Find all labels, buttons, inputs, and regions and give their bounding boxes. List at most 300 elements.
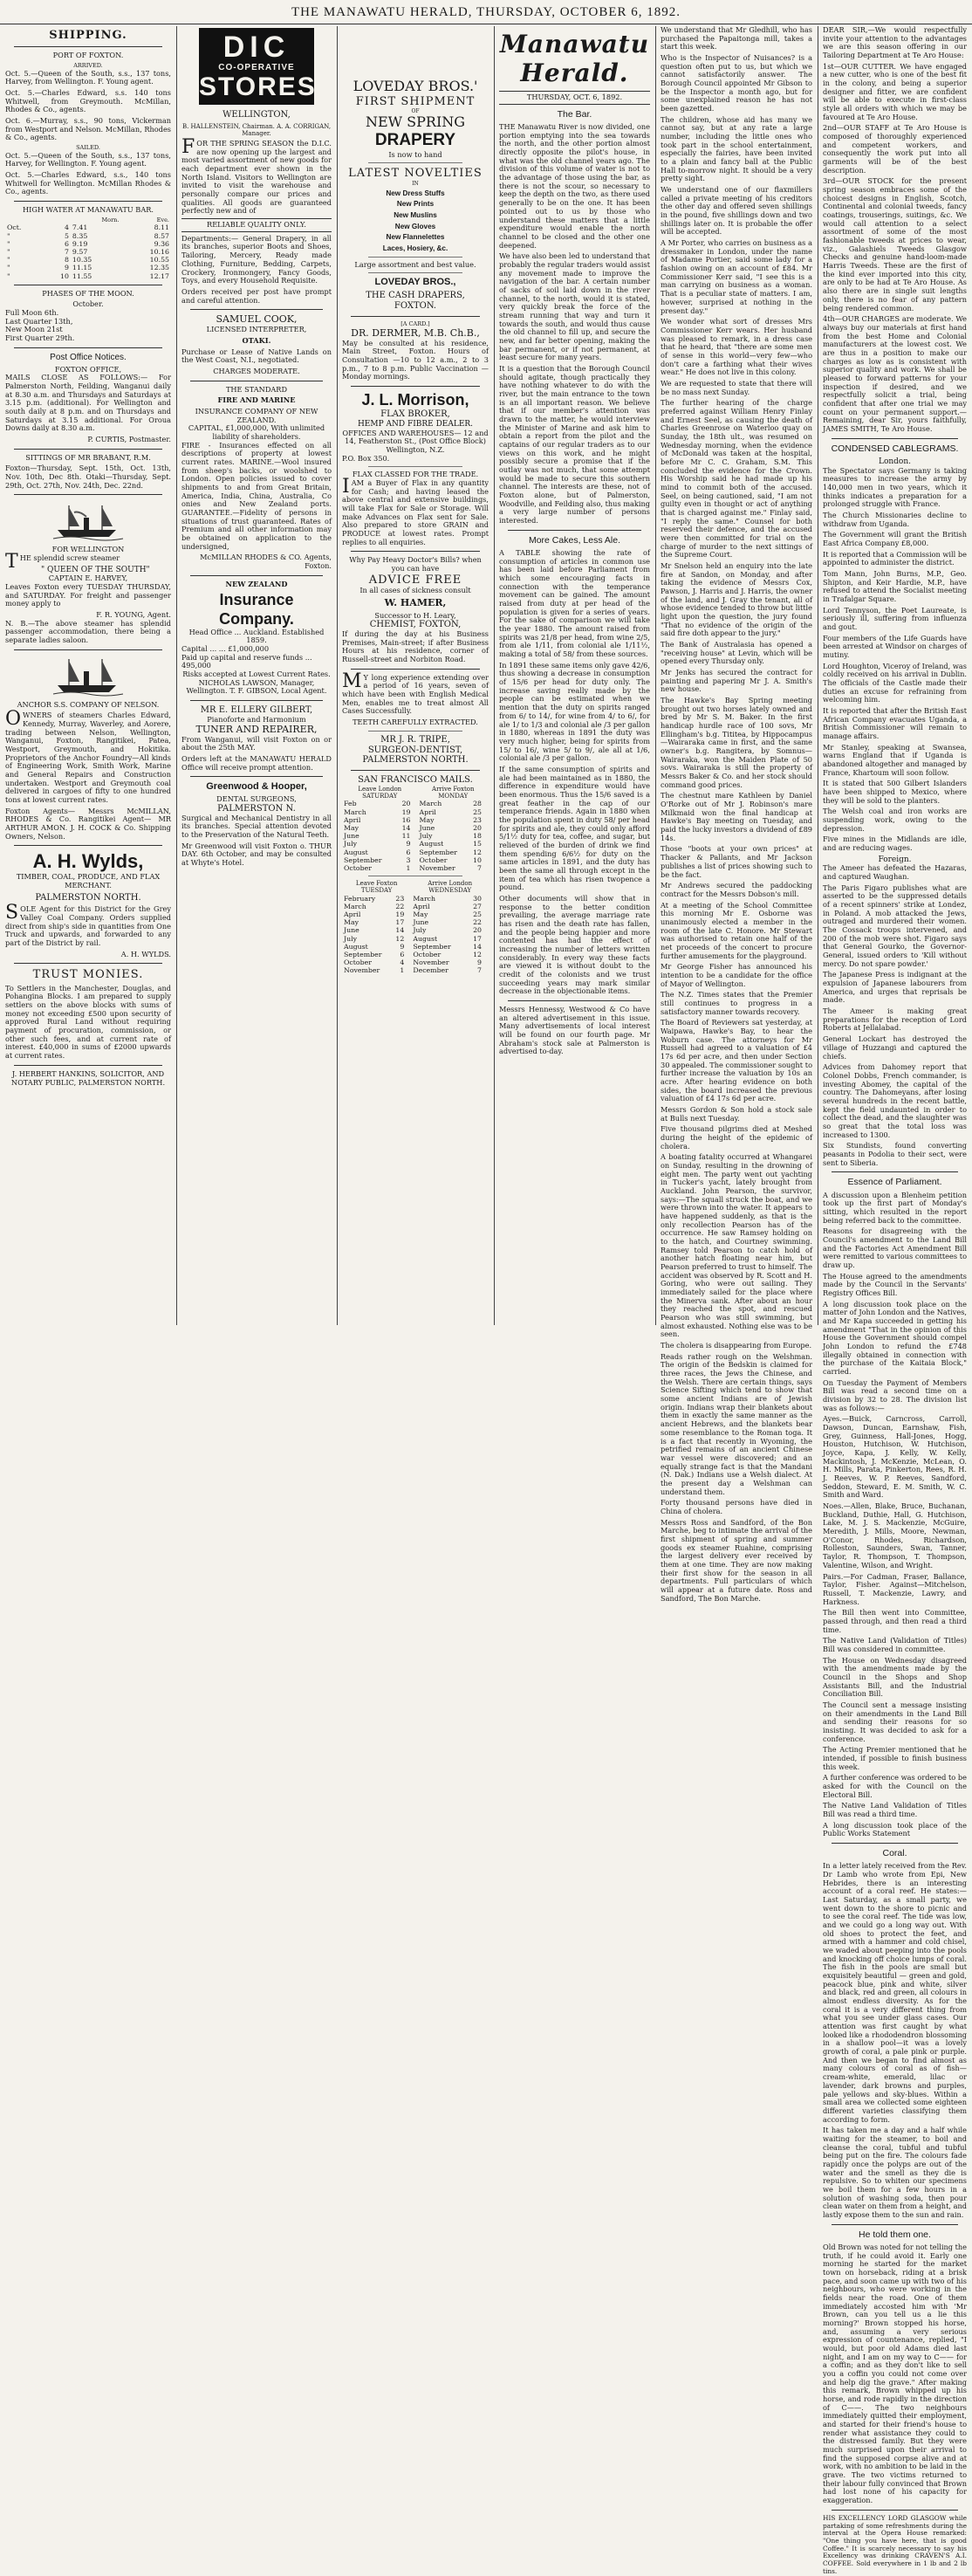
mails-cell: 11 bbox=[401, 832, 411, 841]
tide-cell: " bbox=[7, 247, 10, 256]
mails-cell: May bbox=[344, 824, 359, 833]
divider bbox=[14, 201, 162, 202]
divider bbox=[832, 438, 958, 439]
news-paragraph: Reads rather rough on the Welshman. The origin of the Bedskin is claimed for three races, the Jews the Chinese, and the Welsh. There are certain things, says Science Sifting which tend to show that some ancient Indians are of Jewish origin. Indians wrap their blankets about them in exactly the same manner as the ancient Hebrews, and the blankets bear some resemblance to the Roman toga. It is a fact that recently in Wyoming, the petrified remains of an ancient Chinese war vessel were discovered; and an equally strange fact is that the Mandani (N. Dak.) Indians use a Welsh dialect. At the present day a Welshman can understand them. bbox=[661, 1351, 812, 1496]
loveday-items bbox=[342, 189, 489, 253]
novelty-item: New Dress Stuffs bbox=[386, 189, 445, 197]
table-row bbox=[342, 903, 489, 910]
mails-table-outbound bbox=[342, 880, 489, 974]
mails-cell: 16 bbox=[401, 815, 411, 824]
cakes-paragraph: If the same consumption of spirits and ale had been maintained as in 1880, the difference in expenditure would have been enormous. Thus the 15/6 saved is a great feather in the cap of our temperance friends. Again in 1880 when the population spent in duty 58/ per head for spirits and ale, they could only afford 5/1½ duty for tea, coffee, and sugar, but relieved of the burden of drink we find them spending 6/6½ for duty on the same articles in 1891, and the duty has been the same all through except in the item of tea which has risen twopence a pound. bbox=[499, 764, 650, 892]
table-row bbox=[342, 800, 489, 807]
foreign-heading: Foreign. bbox=[878, 855, 912, 864]
cable-paragraph: Tom Mann, John Burns, M.P., Geo. Shipton, and Keir Hardie, M.P., have refused to attend the Socialist meeting in Trafalgar Square. bbox=[823, 568, 967, 603]
cable-paragraph: The Welsh coal and iron works are suspending work, owing to the depression. bbox=[823, 807, 967, 833]
gilbert-text: From Wanganui, will visit Foxton on or about the 25th MAY. bbox=[181, 734, 332, 752]
ship-ad-text: THE splendid screw steamer bbox=[5, 550, 120, 573]
foreign-paragraph: Six Stundists, found converting peasants in Podolia to their sect, were sent to Siberia. bbox=[823, 1141, 967, 1167]
tide-cell: 12.35 bbox=[149, 264, 169, 272]
mails-cell: 19 bbox=[395, 910, 405, 919]
mails-cell: June bbox=[413, 918, 429, 927]
surgeon-dentist: SURGEON-DENTIST, bbox=[367, 745, 463, 755]
news-paragraph: Who is the Inspector of Nuisances? is a question often put to us, but which we cannot satisfactorily answer. The Borough Council appointed Mr Gibson to be the Inspector a month ago, but for some unexplained reason he has not been gazetted. bbox=[661, 53, 812, 113]
mails-cell: August bbox=[344, 942, 368, 951]
mails-cell: October bbox=[413, 950, 442, 958]
table-row bbox=[5, 272, 171, 280]
standard-capital: CAPITAL, £1,000,000, With unlimited liability of shareholders. bbox=[188, 423, 325, 441]
mails-cell: September bbox=[344, 855, 382, 864]
mails-cell: February bbox=[344, 894, 376, 903]
hemp-dealer: HEMP AND FIBRE DEALER. bbox=[357, 419, 474, 429]
morrison-office: OFFICES AND WAREHOUSES— 12 and 14, Featherston St., (Post Office Block) Wellington, N.Z. bbox=[342, 428, 489, 454]
nz-insurance: Insurance Company. bbox=[219, 591, 294, 628]
mails-cell: June bbox=[344, 832, 359, 841]
moon-item: Full Moon 6th. bbox=[5, 308, 59, 318]
shipping-title: SHIPPING. bbox=[49, 29, 127, 42]
essence-paragraph: Noes.—Allen, Blake, Bruce, Buchanan, Buckland, Duthie, Hall, G. Hutchison, Lake, M. J. S. Mackenzie, McGuire, Meredith, J. Mills, Moore, Newman, O'Conor, Rhodes, Richardson, Rolleston, Saunders, Swan, Tanner, Taylor, R. Thompson, T. Thompson, Valentine, Wilson, and Wright. bbox=[823, 1501, 967, 1570]
news-paragraph: The Hawke's Bay Spring meeting brought out two horses lately owned and bred by Mr S. M. Baker. In the first handicap hurdle race of 100 sovs, Mr Ellingham's b.g. Tititea, by Hippocampus—Wairaraka came in first, and the same owner's b.g. Rangitera, by Somnus—Wairaraka, won the Maiden Plate of 50 sovs. Wairaraka is still the property of Messrs Baker & Co. and her stock should command good prices. bbox=[661, 696, 812, 789]
table-row bbox=[342, 808, 489, 816]
all-cases: In all cases of sickness consult bbox=[359, 585, 471, 594]
dic-logo bbox=[199, 28, 317, 105]
of-label: OF bbox=[411, 108, 420, 115]
mails-cell: October bbox=[344, 863, 372, 872]
essence-heading: Essence of Parliament. bbox=[847, 1177, 942, 1188]
hamer-name: W. HAMER, bbox=[384, 596, 447, 608]
mails-cell: May bbox=[413, 910, 428, 919]
cakes-paragraph: In 1891 these same items only gave 42/6, thus showing a decrease in consumption of 15/6 per head for duty only. The increase saving really made by the people can be estimated when we mention that the duty on spirits ranged from 6/ to 14/, for wine from 4/ to 6/, for ale 1/ to 1/3 and colonial ale /3 per gallon in 1880, whereas in 1891 the duty was very much higher, being for spirits from 15/ to 16/, wine 5/ to 9/, ale all at 1/6, colonial ale /3 per gallon. bbox=[499, 660, 650, 763]
ship-ad-agent: F. R. YOUNG, Agent. bbox=[96, 609, 171, 619]
news-paragraph: Mr Jenks has secured the contract for painting and papering Mr J. A. Smith's new house. bbox=[661, 668, 812, 694]
divider bbox=[368, 272, 462, 273]
novelty-item: Laces, Hosiery, &c. bbox=[382, 244, 448, 252]
mails-cell: November bbox=[413, 958, 449, 967]
bar-paragraph: THE Manawatu River is now divided, one portion emptying into the sea towards the north, and the other portion almost directly opposite the pilot's house, in what was the old channel years ago. The division of this volume of water is not to the advantage of those using the bar, as there is not the scour, so necessary to keep the depth on the two, as there used generally to be on the one. It has been pointed out to us by those who understand these matters that a little expenditure would enable the north channel to be closed and the other one deepened. bbox=[499, 122, 650, 250]
glasgow-coffee: HIS EXCELLENCY LORD GLASGOW while partaking of some refreshments during the interval at the Opera House remarked: "One thing you have here, that is good Coffee." It is scarcely necessary to say his Excellency was drinking CRAVEN'S A.I. COFFEE. Sold everywhere in 1 lb and 2 lb tins. bbox=[823, 2513, 967, 2575]
tide-cell: 7.41 bbox=[72, 223, 88, 232]
divider bbox=[508, 1000, 641, 1001]
bar-article bbox=[499, 123, 650, 526]
trust-text: To Settlers in the Manchester, Douglas, and Pohangina Blocks. I am prepared to supply settlers on the above blocks with sums of money not exceeding £500 upon security of approved Rural Land without requiring payment of procuration, commission, or other such fees, and at current rate of interest. £40,000 in sums of £2000 upwards at current rates. bbox=[5, 983, 171, 1061]
bottom-notes: Messrs Hennessy, Westwood & Co have an altered advertisement in this issue. Many advertisements of local interest will be found on our fourth page. Mr Abraham's stock sale at Palmerston is advertised to-day. bbox=[499, 1005, 650, 1056]
mails-cell: 19 bbox=[401, 807, 411, 816]
gilbert-orders: Orders left at the MANAWATU HERALD Office will receive prompt attention. bbox=[181, 753, 332, 772]
wylds-text: SOLE Agent for this District for the Grey Valley Coal Company. Orders supplied direct from ship's side in quantities from One Truck and upwards, and forwarded to any part of the District by rail. bbox=[5, 902, 171, 948]
sailed-list bbox=[5, 152, 171, 196]
cook-role: LICENSED INTERPRETER, bbox=[206, 325, 307, 334]
letter-paragraph: 1st—OUR CUTTER. We have engaged a new cutter, who is one of the best fit in the colony, and being a superior designer and fitter, we are confident will be able to execute in first-class style all orders with which we may be favoured at Te Aro House. bbox=[823, 61, 967, 121]
po-sub: FOXTON OFFICE, bbox=[54, 364, 122, 374]
latest-novelties: LATEST NOVELTIES bbox=[348, 167, 483, 181]
arrived-item: Oct. 5.—Charles Edward, s.s. 140 tons Whitwell, from Greymouth. McMillan, Rhodes & Co., agents. bbox=[5, 88, 171, 114]
table-row bbox=[342, 918, 489, 926]
pobox: P.O. Box 350. bbox=[342, 453, 390, 463]
tide-cell: 8.57 bbox=[154, 231, 169, 240]
mails-cell: 27 bbox=[473, 902, 482, 910]
table-row bbox=[342, 958, 489, 966]
tide-cell: 11.15 bbox=[72, 264, 92, 272]
divider bbox=[14, 46, 162, 47]
told-paragraph: Old Brown was noted for not telling the truth, if he could avoid it. Early one morning he started for the market town on horseback, riding at a brisk pace, and soon came up with two of his neighbours, who were working in the fields near the road. One of them immediately accosted him with 'Mr Brown, can you tell us a lie this morning?' Brown stopped his horse, and, assuming a very serious expression of countenance, replied, "I would, but poor old Adams died last night, and I am on my way to C—— for a coffin; and as they don't like to sell you a coffin you could not come over and help dig the grave." After making this remark, Brown whipped up his horse, and rode rapidly in the direction of C——. The two neighbours immediately quitted their employment, and started for their friend's house to render what assistance they could to the distressed family. But they were much surprised upon their arrival to find the supposed corpse alive and at work, with no ambition to be laid in the grave. The two victims returned to their labour fully convinced that Brown had lost none of his capacity for exaggeration. bbox=[823, 2242, 967, 2505]
mails-cell: September bbox=[419, 848, 457, 856]
divider bbox=[14, 449, 162, 450]
column-1 bbox=[0, 26, 176, 1325]
hamer-text: If during the day at his Business Premises, Main-street; if after Business Hours at his residence, corner of Russell-street and Norbiton Road. bbox=[342, 629, 489, 664]
steamship-icon bbox=[53, 500, 123, 540]
mails-cell: Feb bbox=[344, 800, 357, 808]
tide-cell: " bbox=[7, 271, 10, 280]
essence-paragraph: The House on Wednesday disagreed with the amendments made by the Council in the Shops and Shop Assistants Bill, and the Industrial Conciliation Bill. bbox=[823, 1655, 967, 1699]
tide-cell: 12.17 bbox=[149, 271, 169, 280]
tide-cell: 8.11 bbox=[154, 223, 169, 232]
divider bbox=[14, 494, 162, 495]
local-news bbox=[661, 26, 812, 1603]
mails-cell: July bbox=[344, 840, 358, 848]
divider bbox=[351, 669, 480, 670]
gilbert-name: MR E. ELLERY GILBERT, bbox=[200, 705, 313, 716]
told-heading: He told them one. bbox=[859, 2229, 931, 2240]
standard-title: THE STANDARD bbox=[225, 384, 288, 394]
morrison-name: J. L. Morrison, bbox=[361, 390, 469, 409]
masthead: THE MANAWATU HERALD, THURSDAY, OCTOBER 6, 1892. bbox=[291, 5, 681, 19]
moon-title: PHASES OF THE MOON. bbox=[42, 288, 134, 298]
divider bbox=[351, 770, 480, 771]
tide-cell: 10.55 bbox=[149, 256, 169, 264]
sailed-item: Oct. 5.—Queen of the South, s.s., 137 tons, Harvey, for Wellington. F. Young agent. bbox=[5, 150, 171, 168]
foreign-paragraph: The Ameer has defeated the Hazaras, and captured Waughan. bbox=[823, 863, 967, 882]
table-row bbox=[342, 848, 489, 856]
mails-cell: 10 bbox=[473, 855, 482, 864]
tide-cell: 9.57 bbox=[72, 247, 88, 256]
letter-paragraph: DEAR SIR,—We would respectfully invite your attention to the advantages we are this season offering in our Tailoring Department at Te Aro House: bbox=[823, 25, 967, 60]
essence-paragraph: A long discussion took place on the matter of John London and the Natives, and Mr Kapa succeeded in getting his amendment "That in the opinion of this House the Government should compel John London to refund the £748 illegally obtained in connection with the purchase of the Kaitaia Block," carried. bbox=[823, 1299, 967, 1377]
news-paragraph: Mr George Fisher has announced his intention to be a candidate for the office of Mayor of Wellington. bbox=[661, 962, 812, 988]
mails-cell: 14 bbox=[395, 926, 405, 935]
foreign-article bbox=[823, 864, 967, 1167]
mails-cell: 25 bbox=[473, 910, 482, 919]
told-article bbox=[823, 2243, 967, 2505]
to-hand: Is now to hand bbox=[388, 149, 442, 159]
column-3 bbox=[337, 26, 494, 1325]
cable-paragraph: Five mines in the Midlands are idle, and are reducing wages. bbox=[823, 835, 967, 853]
moon-month: October. bbox=[72, 299, 104, 309]
table-row bbox=[342, 864, 489, 872]
cable-paragraph: The Church Missionaries decline to withdraw from Uganda. bbox=[823, 510, 967, 528]
dic-place: WELLINGTON, bbox=[222, 109, 291, 120]
mails-cell: March bbox=[344, 807, 366, 816]
mails-cell: 9 bbox=[400, 942, 405, 951]
hamer-successor: Successor to H. Leary, bbox=[374, 610, 456, 620]
mails-cell: September bbox=[344, 950, 382, 958]
steamship-illustration bbox=[53, 656, 123, 696]
mails-cell: 22 bbox=[395, 902, 405, 910]
essence-paragraph: A discussion upon a Blenheim petition took up the first part of Monday's sitting, which resulted in the report being referred back to the committee. bbox=[823, 1190, 967, 1225]
news-paragraph: The children, whose aid has many we cannot say, but at any rate a large number, including the little ones who took part in the school entertainment, especially the fairies, have been invited to a plain and fancy ball at the Public Hall to-morrow night. It should be a very pretty sight. bbox=[661, 114, 812, 183]
mails-cell: March bbox=[419, 800, 442, 808]
anchor-agents: Foxton Agents— Messrs McMILLAN, RHODES & Co. Rangitikei Agent— MR ARTHUR AMON. J. H. COCK & Co. Shipping Owners, Nelson. bbox=[5, 806, 171, 841]
tide-cell: 6 bbox=[64, 239, 69, 248]
standard-agent: McMILLAN RHODES & CO. Agents, Foxton. bbox=[200, 553, 332, 570]
novelty-item: New Muslins bbox=[394, 210, 437, 219]
tide-header-cell bbox=[44, 217, 71, 224]
mails-cell: November bbox=[344, 966, 380, 975]
cable-paragraph: Lord Tennyson, the Poet Laureate, is seriously ill, suffering from influenza and gout. bbox=[823, 605, 967, 631]
tide-cell: 10.16 bbox=[149, 247, 169, 256]
news-paragraph: Five thousand pilgrims died at Meshed during the height of the epidemic of cholera. bbox=[661, 1124, 812, 1151]
anchor-title: ANCHOR S.S. COMPANY OF NELSON. bbox=[17, 699, 160, 709]
mails-cell: 12 bbox=[473, 950, 482, 958]
tide-title: HIGH WATER AT MANAWATU BAR. bbox=[22, 205, 154, 215]
in-label: IN bbox=[412, 180, 419, 187]
standard-text: FIRE - Insurances effected on all descriptions of property at lowest current rates. MARINE.—Wool insured from sheep's backs, or woolshed to London. Open policies issued to cover shipments to and from Great Britain, America, India, China, Australia, Co onies and New Zealand ports. GUARANTEE.—Fidelity of persons in situations of trust guaranteed. Rates of Premium and all other information may be obtained on application to the undersigned, bbox=[181, 440, 332, 551]
mails-cell: 17 bbox=[473, 934, 482, 943]
cakes-heading: More Cakes, Less Ale. bbox=[528, 534, 621, 546]
tide-header-cell: Morn. bbox=[101, 216, 120, 223]
table-row bbox=[5, 264, 171, 271]
divider bbox=[508, 530, 641, 531]
paper-title: Manawatu Herald. bbox=[499, 30, 650, 88]
mails-cell: July bbox=[419, 832, 433, 841]
table-row bbox=[342, 966, 489, 974]
mails-cell: 1 bbox=[406, 863, 411, 872]
po-sign: P. CURTIS, Postmaster. bbox=[87, 434, 171, 443]
mails-cell: June bbox=[419, 824, 435, 833]
mails-cell: March bbox=[344, 902, 366, 910]
divider bbox=[14, 845, 162, 846]
dic-officers: B. HALLENSTEIN, Chairman. A. A. CORRIGAN, Manager. bbox=[181, 122, 332, 137]
divider bbox=[832, 2510, 958, 2511]
mails-table-inbound bbox=[342, 786, 489, 872]
greenwood-visit: Mr Greenwood will visit Foxton o. THUR DAY. 6th October, and may be consulted at Whyte's Hotel. bbox=[181, 841, 332, 868]
novelty-item: New Prints bbox=[396, 200, 435, 209]
greenwood-role: DENTAL SURGEONS, bbox=[216, 794, 297, 804]
bar-heading: The Bar. bbox=[557, 108, 592, 120]
moon-item: First Quarter 29th. bbox=[5, 333, 75, 343]
news-paragraph: Mr Andrews secured the paddocking contract for the Messrs Dobson's mill. bbox=[661, 881, 812, 898]
mails-cell: 9 bbox=[477, 958, 482, 967]
essence-paragraph: The Acting Premier mentioned that he intended, if possible to finish business this week. bbox=[823, 1745, 967, 1771]
cable-paragraph: Lord Houghton, Viceroy of Ireland, was coldly received on his arrival in Dublin. The officials of the Castle made their duties an excuse for refraining from welcoming him. bbox=[823, 661, 967, 704]
wylds-trade: TIMBER, COAL, PRODUCE, AND FLAX MERCHANT. bbox=[16, 872, 161, 890]
dic-logo-line-1: DIC bbox=[222, 31, 291, 64]
palmerston: PALMERSTON NORTH. bbox=[362, 755, 469, 766]
moon-item: Last Quarter 13th, bbox=[5, 316, 73, 326]
tide-header-cell: Eve. bbox=[156, 216, 169, 223]
divider bbox=[14, 649, 162, 650]
cook-charges: CHARGES MODERATE. bbox=[213, 366, 300, 375]
mails-cell: July bbox=[344, 934, 358, 943]
sittings-title: SITTINGS OF MR BRABANT, R.M. bbox=[25, 452, 151, 462]
cable-paragraph: The Government will grant the British East Africa Company £8,000. bbox=[823, 530, 967, 547]
table-row bbox=[342, 832, 489, 840]
coral-paragraph: It has taken me a day and a half while waiting for the steamer, to boil and cleanse the coral, tubful and tubful being put on the fire. The colours fade rapidly once the polyps are out of the water and the smell as they die is repulsive. So to whiten our specimens we boil them for a few hours in a solution of washing soda, then pour clean water on them from a height, and lastly expose them to the sun and rain. bbox=[823, 2126, 967, 2219]
mails-cell: June bbox=[344, 926, 359, 935]
first-shipment: FIRST SHIPMENT bbox=[355, 94, 476, 108]
tide-cell: " bbox=[7, 256, 10, 264]
port-title: PORT OF FOXTON. bbox=[52, 51, 124, 60]
essence-paragraph: Reasons for disagreeing with the Council's amendment to the Land Bill and the Factories Act Amendment Bill were remitted to various committees to draw up. bbox=[823, 1226, 967, 1269]
letter-paragraph: 2nd—OUR STAFF at Te Aro House is composed of thoroughly experienced and competent workers, and consequently the work put into all garments will be of the best description. bbox=[823, 123, 967, 175]
mails-cell: 12 bbox=[473, 848, 482, 856]
news-paragraph: A boating fatality occurred at Whangarei on Sunday, resulting in the drowning of eight men. The party went out yachting in Tucker's yacht, lately brought from Auckland. John Pearson, the survivor, says:—The squall struck the boat, and we were thrown into the water. It appears to have happened suddenly, as that is the only recollection Pearson has of the occurrence. He saw Ramsey holding on to the hatch, and Courtney swimming. Ramsey told Pearson to catch hold of another hatch floating near him, but Pearson preferred to trust to himself. The accident was observed by R. Scott and H. Goring, who were out sailing. They immediately sailed for the place where the Minerva sank. After about an hour they reached the spot, and rescued Pearson who was still swimming, but almost exhausted. Nothing else was to be seen. bbox=[661, 1152, 812, 1339]
cakes-paragraph: Other documents will show that in response to the better condition prevailing, the average marriage rate has risen and the death rate has fallen, and the people being happier and more contented has had the effect of increasing the number of letters written considerably. In every way these facts are viewed it is without doubt to the credit of the colonists and we trust succeeding years may mark similar decrease in the objectionable items. bbox=[499, 893, 650, 996]
london-heading: London. bbox=[878, 457, 912, 466]
arrived-item: Oct. 5.—Queen of the South, s.s., 137 tons, Harvey, from Wellington. F. Young agent. bbox=[5, 68, 171, 86]
steamship-illustration bbox=[53, 500, 123, 540]
news-paragraph: The cholera is disappearing from Europe. bbox=[661, 1341, 812, 1350]
tide-cell: 10 bbox=[60, 271, 69, 280]
novelty-item: New Gloves bbox=[394, 222, 436, 230]
foxton: FOXTON. bbox=[394, 301, 437, 312]
dic-logo-line-3: STORES bbox=[199, 72, 317, 101]
divider bbox=[832, 1171, 958, 1172]
steamship-icon bbox=[53, 656, 123, 696]
tripe-text: MY long experience extending over a period of 16 years, seven of which have been with English Medical Men, enables me to treat almost All Cases Successfully. bbox=[342, 670, 489, 716]
mails-cell: December bbox=[413, 966, 448, 975]
ship-ad-head: FOR WELLINGTON bbox=[51, 545, 125, 554]
morrison-text: IAM a Buyer of Flax in any quantity for Cash; and having leased the above central and extensive buildings, will take Flax for Sale or Storage. Will make Advances on Flax sent for Sale. Also prepared to store GRAIN and PRODUCE at lowest rates. Prompt replies to all enquiries. bbox=[342, 475, 489, 546]
cakes-paragraph: A TABLE showing the rate of consumption of articles in common use has been laid before Parliament from which some encouraging facts in connection with the temperance movement can be gained. The amount raised from duty at per head of the population is given for a series of years. For the sake of comparison we will take the year 1880. The amount raised from spirits was 21/8 per head, from wine 2/5, from ale 1/11, from colonial ale 1/11½, making a total of 58/ from these sources. bbox=[499, 548, 650, 659]
divider bbox=[351, 386, 480, 387]
cable-paragraph: It is reported that a Commission will be appointed to administer the district. bbox=[823, 549, 967, 567]
mails-cell: 1 bbox=[400, 966, 405, 975]
flax-broker: FLAX BROKER, bbox=[380, 409, 450, 420]
news-paragraph: We wonder what sort of dresses Mrs Commissioner Kerr wears. Her husband was pleased to remark, in a dress case that he heard, that "there are some men of sense in this world—very few—who don't care a farthing what their wives wear." He does not live in this colony. bbox=[661, 317, 812, 377]
ship-ad-body: Leaves Foxton every TUESDAY THURSDAY, and SATURDAY. For freight and passenger money apply to bbox=[5, 581, 171, 608]
mails-cell: 9 bbox=[406, 840, 411, 848]
news-paragraph: The N.Z. Times states that the Premier still continues to progress in a satisfactory manner towards recovery. bbox=[661, 990, 812, 1016]
table-row bbox=[5, 232, 171, 240]
advice-free: ADVICE FREE bbox=[368, 573, 462, 587]
loveday-title: LOVEDAY BROS.' bbox=[353, 78, 478, 94]
trust-title: TRUST MONIES. bbox=[32, 968, 144, 982]
hankins: J. HERBERT HANKINS, SOLICITOR, AND NOTARY PUBLIC, PALMERSTON NORTH. bbox=[10, 1068, 166, 1087]
table-row bbox=[342, 816, 489, 824]
nz-reserve: Paid up capital and reserve funds ... 495,000 bbox=[181, 652, 312, 670]
dic-logo-line-2: CO-OPERATIVE bbox=[218, 63, 295, 72]
nz-risks: Risks accepted at Lowest Current Rates. bbox=[182, 670, 331, 679]
new-spring: NEW SPRING bbox=[365, 113, 466, 131]
mails-cell: 23 bbox=[395, 894, 405, 903]
table-row bbox=[5, 256, 171, 264]
tide-cell: 9 bbox=[64, 264, 69, 272]
card-label: [A CARD.] bbox=[400, 319, 430, 327]
mails-cell: 28 bbox=[473, 800, 482, 808]
column-5 bbox=[655, 25, 818, 1603]
divider bbox=[368, 162, 462, 163]
table-row bbox=[342, 824, 489, 832]
divider bbox=[14, 347, 162, 348]
wylds-name: A. H. Wylds, bbox=[32, 850, 144, 873]
divider bbox=[190, 700, 323, 701]
ship-name: " QUEEN OF THE SOUTH" bbox=[40, 565, 150, 574]
tide-cell: 11.55 bbox=[72, 271, 92, 280]
cable-heading: CONDENSED CABLEGRAMS. bbox=[831, 443, 959, 454]
wylds-place: PALMERSTON NORTH. bbox=[35, 892, 141, 903]
essence-paragraph: The Native Land (Validation of Titles) Bill was considered in committee. bbox=[823, 1636, 967, 1653]
mails-cell: 18 bbox=[473, 832, 482, 841]
moon-list bbox=[5, 309, 171, 343]
greenwood-place: PALMERSTON N. bbox=[217, 803, 296, 814]
news-paragraph: The further hearing of the charge preferred against William Henry Finlay and Ernest Seel, as causing the death of Charles Greenrose on Waterloo quay on Sunday, the 18th ult., was resumed on Wednesday morning, when the evidence of McDonald was taken at the hospital, before Mr C. C. Graham, S.M. This concluded the evidence for the Crown. His Worship said he had made up his mind to commit both of the accused. Seel, on being cautioned, said, "I am not guilty even in thought or act of anything that is charged against me." Finlay said, "I reply the same." Counsel for both reserved their defence, and the accused were then committed for trial on the charge of murder to the next sittings of the Supreme Court. bbox=[661, 398, 812, 560]
dermer-name: DR. DERMER, M.B. Ch.B., bbox=[351, 326, 480, 339]
news-paragraph: The Bank of Australasia has opened a "receiving house" at Levin, which will be opened every Thursday only. bbox=[661, 640, 812, 666]
wylds-sign: A. H. WYLDS. bbox=[120, 949, 171, 958]
tide-cell: Oct. bbox=[7, 223, 22, 232]
ship-ad-note: N. B.—The above steamer has splendid passenger accommodation, there being a separate ladies saloon. bbox=[5, 618, 171, 644]
divider bbox=[351, 316, 480, 317]
dic-orders: Orders received per post have prompt and careful attention. bbox=[181, 286, 332, 305]
cash-drapers: THE CASH DRAPERS, bbox=[366, 291, 465, 301]
mails-cell: 30 bbox=[473, 894, 482, 903]
mails-cell: April bbox=[419, 807, 436, 816]
cable-paragraph: Four members of the Life Guards have been arrested at Windsor on charges of mutiny. bbox=[823, 633, 967, 659]
news-paragraph: Messrs Gordon & Son hold a stock sale at Bulls next Tuesday. bbox=[661, 1104, 812, 1123]
essence-paragraph: Pairs.—For Cadman, Fraser, Ballance, Taylor, Fisher. Against—Mitchelson, Russell, T. Mackenzie, Lawry, and Harkness. bbox=[823, 1571, 967, 1606]
table-row bbox=[5, 223, 171, 231]
divider bbox=[832, 1843, 958, 1844]
cook-place: OTAKI. bbox=[242, 335, 271, 345]
news-paragraph: A Mr Porter, who carries on business as a dressmaker in London, under the name of Madame Portier, said some lady for a fashion owing on an account of £84. Mr Commissioner Kerr said, "I see this is a man carrying on business as a woman. That is a peculiar state of matters. I am, however, surprised at nothing in the present day." bbox=[661, 238, 812, 315]
tide-header-cell bbox=[5, 217, 44, 224]
cook-name: SAMUEL COOK, bbox=[216, 313, 298, 326]
news-paragraph: We are requested to state that there will be no mass next Sunday. bbox=[661, 378, 812, 396]
table-row bbox=[342, 840, 489, 848]
large-assortment: Large assortment and best value. bbox=[354, 259, 476, 269]
letter-paragraph: 3rd—OUR STOCK for the present spring season embraces some of the choicest designs in English, Scotch, Continental and colonial tweeds, fancy coatings, trouserings, suitings, &c. We would call attention to a select assortment of some of the most fashionable tweeds at prices to wear, viz., Galashiels Tweeds Glasgow Checks and genuine hand-loom-made Harris Tweeds. These are the first of the kind ever imported into this city, are only to be had at Te Aro House. As also there are in single suit lengths only, there is no fear of any pattern being rendered common. bbox=[823, 176, 967, 313]
tripe-name: MR J. R. TRIPE, bbox=[380, 734, 450, 745]
mails-cell: July bbox=[413, 926, 427, 935]
gilbert-trade: TUNER AND REPAIRER, bbox=[195, 723, 318, 735]
mails-cell: April bbox=[344, 910, 361, 919]
chemist: CHEMIST, FOXTON, bbox=[369, 620, 462, 630]
greenwood-text: Surgical and Mechanical Dentistry in all its branches. Special attention devoted to the Preservation of the Natural Teeth. bbox=[181, 813, 332, 840]
foreign-paragraph: General Lockart has destroyed the village of Huzzangi and captured the chiefs. bbox=[823, 1034, 967, 1061]
arrived-label: ARRIVED. bbox=[73, 62, 103, 69]
mails-cell: May bbox=[344, 918, 359, 927]
tide-cell: 9.36 bbox=[154, 239, 169, 248]
mails-cell: 14 bbox=[401, 824, 411, 833]
mails-cell: 20 bbox=[473, 926, 482, 935]
divider bbox=[14, 963, 162, 964]
cable-paragraph: The Spectator says Germany is taking measures to increase the army by 140,000 men in two years, which it thinks indicates a preparation for a prolonged struggle with France. bbox=[823, 465, 967, 509]
column-4 bbox=[494, 26, 655, 1325]
mails-header-cell: Leave London SATURDAY bbox=[358, 785, 402, 800]
tide-cell: 5 bbox=[64, 231, 69, 240]
mails-cell: August bbox=[419, 840, 444, 848]
news-paragraph: Forty thousand persons have died in China of cholera. bbox=[661, 1498, 812, 1515]
essence-paragraph: Ayes.—Buick, Carncross, Carroll, Dawson, Duncan, Earnshaw, Fish, Grey, Guinness, Hall-Jones, Hogg, Houston, Hutchison, W. Hutchison, Joyce, Kapa, J. Kelly, W. Kelly, Mackintosh, J. McKenzie, McLean, O. H. Mills, Parata, Pinkerton, Rees, R. H. J. Reeves, W. P. Reeves, Sandford, Seddon, Steward, E. M. Smith, W. C. Smith and Ward. bbox=[823, 1414, 967, 1500]
teeth-extracted: TEETH CAREFULLY EXTRACTED. bbox=[353, 718, 478, 727]
news-paragraph: We understand one of our flaxmillers called a private meeting of his creditors the other day and offered seven shillings in the pound, five shillings down and two shillings later on. It is probable the offer will be accepted. bbox=[661, 185, 812, 237]
sailed-label: SAILED. bbox=[76, 144, 100, 152]
mails-cell: May bbox=[419, 815, 435, 824]
mails-header-cell: Arrive Foxton MONDAY bbox=[432, 785, 475, 800]
mails-cell: September bbox=[413, 942, 451, 951]
cable-paragraph: It is stated that 500 Gilbert Islanders have been shipped to Mexico, where they will be sold to the planters. bbox=[823, 779, 967, 805]
essence-paragraph: The Bill then went into Committee, passed through, and then read a third time. bbox=[823, 1608, 967, 1634]
tide-cell: 7 bbox=[64, 247, 69, 256]
tide-cell: 8 bbox=[64, 256, 69, 264]
mails-cell: 22 bbox=[473, 918, 482, 927]
bar-paragraph: It is a question that the Borough Council should agitate, though practically they have nothing whatever to do with the river, but the main entrance to the town is an all important reason. We believe that if our member's attention was drawn to the matter, he would interview the Minister of Marine and ask him to obtain a report from the pilot and the captains of our regular traders as to our views on this work, and he might possibly secure a promise that if the outlay was not much, that some attempt would be made to secure this southern channel. The interests are these, not of Foxton alone, but of Palmerston, Woodville, and Feilding also, thus making a very large number of persons interested. bbox=[499, 363, 650, 526]
essence-paragraph: A long discussion took place of the Public Works Statement bbox=[823, 1820, 967, 1838]
divider bbox=[190, 575, 323, 576]
loveday-bros: LOVEDAY BROS., bbox=[374, 277, 456, 288]
tide-cell: " bbox=[7, 264, 10, 272]
standard-sub: FIRE AND MARINE bbox=[217, 395, 296, 405]
drapery: DRAPERY bbox=[374, 131, 456, 150]
